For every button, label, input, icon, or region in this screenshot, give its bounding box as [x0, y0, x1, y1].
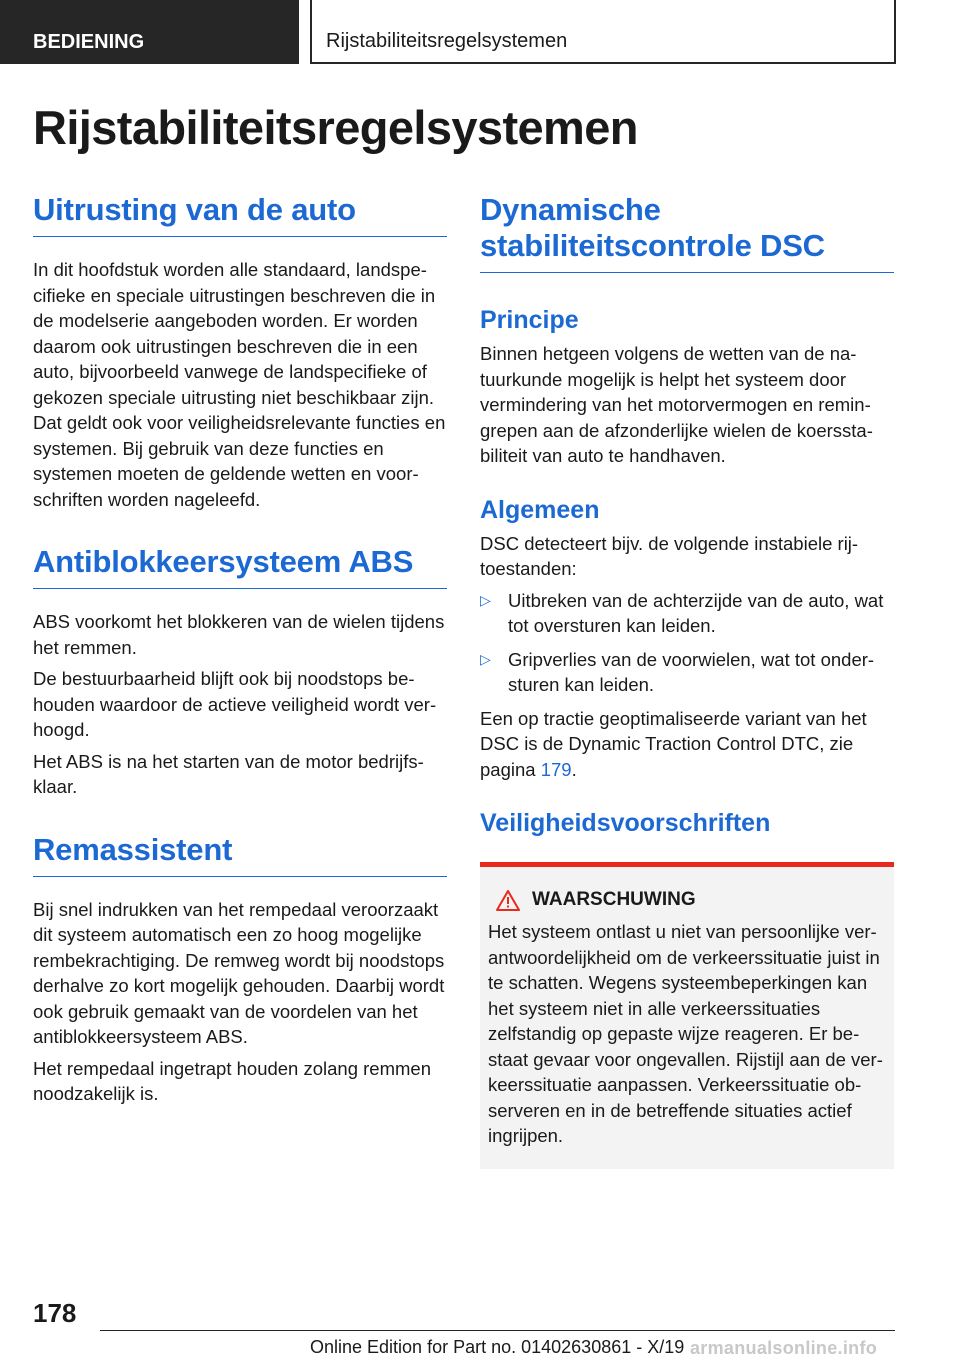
brake-assist-paragraph-1: Bij snel indrukken van het rempedaal veroorzaakt dit systeem automatisch een zo hoog mogelijke rembekrachtiging. De remweg wordt bij noodstops derhalve zo kort mogelijk gehouden. Daarbij wordt ook gebruik gemaakt van de voordelen van het antiblokkeersysteem ABS.	[33, 898, 445, 1047]
instability-list	[480, 588, 894, 698]
page-title: Rijstabiliteitsregelsystemen	[33, 101, 638, 154]
page-number: 178	[33, 1298, 77, 1328]
list-item	[480, 647, 894, 698]
warning-label: WAARSCHUWING	[532, 889, 696, 910]
abs-paragraph-1: ABS voorkomt het blokkeren van de wielen tijdens het remmen.	[33, 611, 445, 658]
section-title-brake-assist: Remassistent	[33, 832, 447, 877]
warning-text: Het systeem ontlast u niet van persoonlijke verantwoordelijkheid om de verkeerssituatie juist in te schatten. Wegens systeembeperkingen kan het systeem niet in alle verkeerssituaties zelfstandig op gepaste wijze reageren. Er bestaat gevaar voor ongevallen. Rijstijl aan de verkeerssituatie aanpassen. Verkeerssituatie observeren en in de betreffende situaties actief ingrijpen.	[488, 921, 883, 1146]
warning-triangle-icon	[496, 889, 520, 911]
triangle-bullet-icon: ▷	[480, 591, 491, 608]
list-item	[480, 588, 894, 639]
subsection-title-general: Algemeen	[480, 495, 600, 524]
general-paragraph-2	[480, 706, 894, 783]
right-column	[480, 192, 894, 1169]
topic-tab: Rijstabiliteitsregelsystemen	[310, 0, 896, 64]
warning-box	[480, 862, 894, 1169]
abs-paragraph-3: Het ABS is na het starten van de motor bedrijfsklaar.	[33, 750, 424, 797]
subsection-title-principle: Principe	[480, 306, 579, 334]
left-column	[33, 192, 447, 1107]
section-title-abs: Antiblokkeersysteem ABS	[33, 544, 447, 589]
brake-assist-paragraph-2: Het rempedaal ingetrapt houden zolang remmen noodzakelijk is.	[33, 1057, 431, 1104]
section-title-dsc: Dynamische stabiliteitscontrole DSC	[480, 192, 894, 273]
page-reference-link[interactable]: 179	[540, 758, 572, 780]
abs-paragraph-2: De bestuurbaarheid blijft ook bij noodstops behouden waardoor de actieve veiligheid wordt verhoogd.	[33, 668, 437, 740]
triangle-bullet-icon: ▷	[480, 650, 491, 667]
section-title-equipment: Uitrusting van de auto	[33, 192, 447, 237]
edition-note: Online Edition for Part no. 01402630861 - X/19	[310, 1337, 685, 1357]
chapter-tab: BEDIENING	[0, 0, 299, 64]
principle-paragraph: Binnen hetgeen volgens de wetten van de natuurkunde mogelijk is helpt het systeem door vermindering van het motorvermogen en remingrepen aan de afzonderlijke wielen de koersstabiliteit van auto te handhaven.	[480, 343, 873, 466]
general-paragraph-2-end: .	[571, 758, 577, 780]
list-item-text: Uitbreken van de achterzijde van de auto, wat tot oversturen kan leiden.	[508, 589, 884, 636]
subsection-title-safety: Veiligheidsvoorschriften	[480, 809, 771, 837]
general-paragraph-2-text: Een op tractie geoptimaliseerde variant van het DSC is de Dynamic Traction Control DTC, zie pagina	[480, 707, 867, 780]
general-paragraph-1: DSC detecteert bijv. de volgende instabiele rijtoestanden:	[480, 532, 859, 579]
footer-divider	[100, 1330, 895, 1331]
list-item-text: Gripverlies van de voorwielen, wat tot ondersturen kan leiden.	[508, 648, 875, 695]
equipment-paragraph: In dit hoofdstuk worden alle standaard, landspecifieke en speciale uitrustingen beschreven die in de modelserie aangeboden worden. Er worden daarom ook uitrustingen beschreven die in een auto, bijvoorbeeld vanwege de landspecifieke of gekozen speciale uitrusting niet beschikbaar zijn. Dat geldt ook voor veiligheidsrelevante functies en systemen. Bij gebruik van deze functies en systemen moeten de geldende wetten en voorschriften worden nageleefd.	[33, 259, 446, 510]
warning-header	[488, 889, 884, 911]
watermark: armanualsonline.info	[690, 1338, 878, 1358]
